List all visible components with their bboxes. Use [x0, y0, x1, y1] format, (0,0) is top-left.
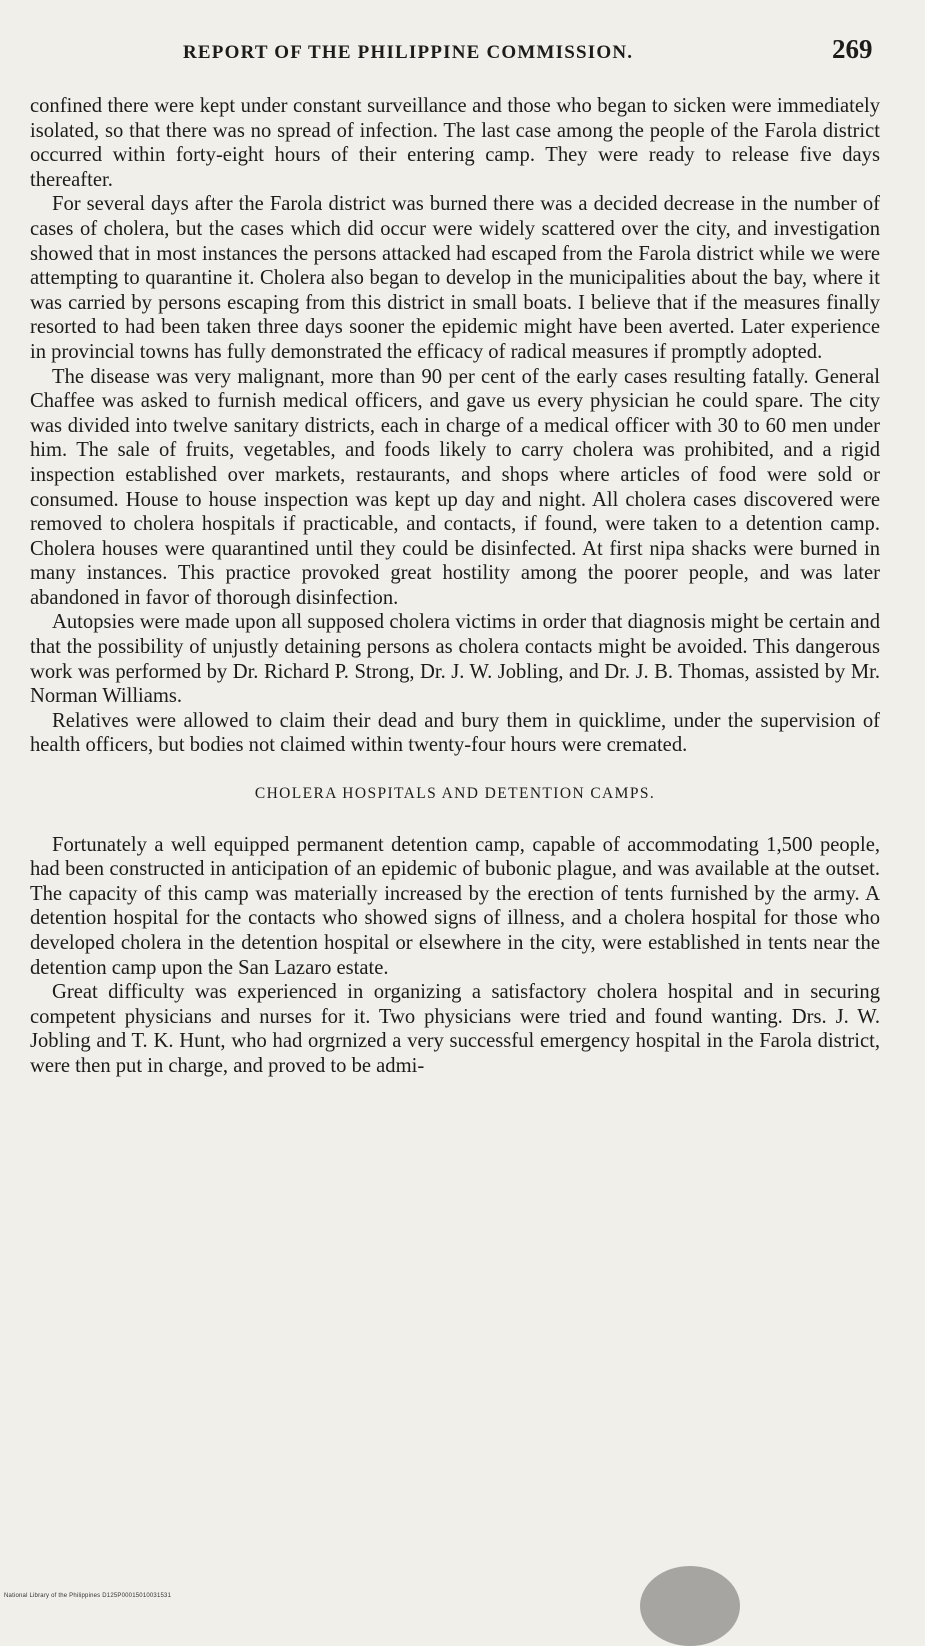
- scan-thumb-shadow: [640, 1566, 740, 1646]
- paragraph: For several days after the Farola district was burned there was a decided decrease in the number of cases of cholera, but the cases which did occur were widely scattered over the city, and investigation showed that in most instances the persons attacked had escaped from the Farola district while we were attempting to quarantine it. Cholera also began to develop in the municipalities about the bay, where it was carried by persons escaping from this district in small boats. I believe that if the measures finally resorted to had been taken three days sooner the epidemic might have been averted. Later experience in provincial towns has fully demonstrated the efficacy of radical measures if promptly adopted.: [30, 193, 880, 363]
- section-heading: CHOLERA HOSPITALS AND DETENTION CAMPS.: [254, 785, 656, 803]
- body-text: [30, 94, 880, 1079]
- paragraph: Autopsies were made upon all supposed cholera victims in order that diagnosis might be certain and that the possibility of unjustly detaining persons as cholera contacts might be avoided. This dangerous work was performed by Dr. Richard P. Strong, Dr. J. W. Jobling, and Dr. J. B. Thomas, assisted by Mr. Norman Williams.: [30, 611, 880, 708]
- page-number: 269: [832, 34, 873, 64]
- scan-credit: National Library of the Philippines D125P00015010031531: [4, 1593, 172, 1599]
- running-title: REPORT OF THE PHILIPPINE COMMISSION.: [183, 42, 634, 63]
- paragraph: Relatives were allowed to claim their dead and bury them in quicklime, under the supervision of health officers, but bodies not claimed within twenty-four hours were cremated.: [30, 709, 880, 757]
- paragraph: confined there were kept under constant surveillance and those who began to sicken were immediately isolated, so that there was no spread of infection. The last case among the people of the Farola district occurred within forty-eight hours of their entering camp. They were ready to release five days thereafter.: [30, 95, 880, 191]
- paragraph: The disease was very malignant, more than 90 per cent of the early cases resulting fatally. General Chaffee was asked to furnish medical officers, and gave us every physician he could spare. The city was divided into twelve sanitary districts, each in charge of a medical officer with 30 to 60 men under him. The sale of fruits, vegetables, and foods likely to carry cholera was prohibited, and a rigid inspection established over markets, restaurants, and shops where articles of food were sold or consumed. House to house inspection was kept up day and night. All cholera cases discovered were removed to cholera hospitals if practicable, and contacts, if found, were taken to a detention camp. Cholera houses were quarantined until they could be disinfected. At first nipa shacks were burned in many instances. This practice provoked great hostility among the poorer people, and was later abandoned in favor of thorough disinfection.: [30, 365, 880, 609]
- paragraph: Great difficulty was experienced in organizing a satisfactory cholera hospital and in securing competent physicians and nurses for it. Two physicians were tried and found wanting. Drs. J. W. Jobling and T. K. Hunt, who had orgrnized a very successful emergency hospital in the Farola district, were then put in charge, and proved to be admi-: [30, 981, 880, 1077]
- paragraph: Fortunately a well equipped permanent detention camp, capable of accommodating 1,500 people, had been constructed in anticipation of an epidemic of bubonic plague, and was available at the outset. The capacity of this camp was materially increased by the erection of tents furnished by the army. A detention hospital for the contacts who showed signs of illness, and a cholera hospital for those who developed cholera in the detention hospital or elsewhere in the city, were established in tents near the detention camp upon the San Lazaro estate.: [30, 833, 880, 979]
- running-head: [0, 34, 925, 74]
